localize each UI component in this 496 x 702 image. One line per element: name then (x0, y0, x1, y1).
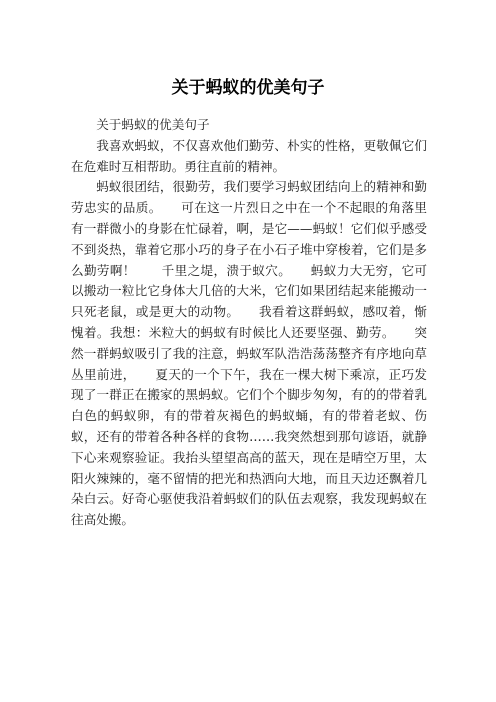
paragraph-heading: 关于蚂蚁的优美句子 (96, 117, 210, 132)
paragraph-intro: 我喜欢蚂蚁，不仅喜欢他们勤劳、朴实的性格，更敬佩它们在危难时互相帮助。勇往直前的精神。 (71, 137, 427, 174)
document-body (71, 115, 427, 531)
document-title: 关于蚂蚁的优美句子 (171, 78, 325, 98)
paragraph-main: 蚂蚁很团结，很勤劳，我们要学习蚂蚁团结向上的精神和勤劳忠实的品质。 可在这一片烈日之中在一个不起眼的角落里有一群微小的身影在忙碌着，啊，是它——蚂蚁！它们似乎感受不到炎热，靠着它那小巧的身子在小石子堆中穿梭着，它们是多么勤劳啊！ 千里之堤，溃于蚁穴。 蚂蚁力大无穷，它可以搬动一粒比它身体大几倍的大米，它们如果团结起来能搬动一只死老鼠，或是更大的动物。 我看着这群蚂蚁，感叹着，惭愧着。我想：米粒大的蚂蚁有时候比人还要坚强、勤劳。 突然一群蚂蚁吸引了我的注意，蚂蚁军队浩浩荡荡整齐有序地向草丛里前进， 夏天的一个下午，我在一棵大树下乘凉，正巧发现了一群正在搬家的黑蚂蚁。它们个个脚步匆匆，有的的带着乳白色的蚂蚁卵，有的带着灰褐色的蚂蚁蛹，有的带着老蚁、伤蚁，还有的带着各种各样的食物……我突然想到那句谚语，就静下心来观察验证。我抬头望望高高的蓝天，现在是晴空万里，太阳火辣辣的，毫不留情的把光和热洒向大地，而且天边还飘着几朵白云。好奇心驱使我沿着蚂蚁们的队伍去观察，我发现蚂蚁在往高处搬。 (71, 179, 427, 528)
